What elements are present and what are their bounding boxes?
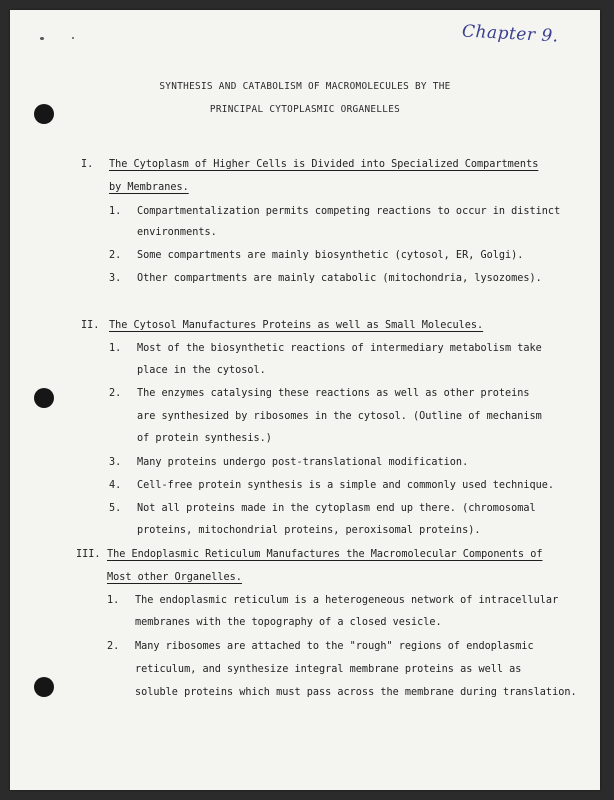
item-text: environments. <box>137 227 217 238</box>
section-heading: The Cytosol Manufactures Proteins as well as Small Molecules. <box>109 320 484 331</box>
item-number: 2. <box>109 388 122 399</box>
item-text: The enzymes catalysing these reactions as well as other proteins <box>137 388 530 399</box>
item-number: 1. <box>109 206 122 217</box>
item-text: Compartmentalization permits competing reactions to occur in distinct <box>137 206 561 217</box>
paper-speck <box>40 37 44 40</box>
title-line-2: PRINCIPAL CYTOPLASMIC ORGANELLES <box>209 104 401 115</box>
item-text: soluble proteins which must pass across the membrane during translation. <box>135 687 577 698</box>
item-number: 3. <box>109 457 122 468</box>
section-heading: Most other Organelles. <box>107 572 242 583</box>
paper-speck <box>72 37 74 39</box>
item-text: Many proteins undergo post-translational modification. <box>137 457 469 468</box>
item-text: Cell-free protein synthesis is a simple and commonly used technique. <box>137 480 555 491</box>
binder-hole-middle <box>34 388 54 408</box>
handwritten-chapter-note: Chapter 9. <box>461 21 560 47</box>
item-text: of protein synthesis.) <box>137 433 272 444</box>
title-line-1: SYNTHESIS AND CATABOLISM OF MACROMOLECULES BY THE <box>159 81 451 92</box>
item-number: 5. <box>109 503 122 514</box>
item-number: 3. <box>109 273 122 284</box>
item-text: Many ribosomes are attached to the "rough" regions of endoplasmic <box>135 641 534 652</box>
section-heading: by Membranes. <box>109 182 189 193</box>
item-text: are synthesized by ribosomes in the cytosol. (Outline of mechanism <box>137 411 542 422</box>
section-heading: The Cytoplasm of Higher Cells is Divided into Specialized Compartments <box>109 159 539 170</box>
item-text: membranes with the topography of a closed vesicle. <box>135 617 442 628</box>
item-text: The endoplasmic reticulum is a heterogeneous network of intracellular <box>135 595 559 606</box>
item-number: 2. <box>107 641 120 652</box>
section-numeral: I. <box>81 159 94 170</box>
item-number: 1. <box>107 595 120 606</box>
section-numeral: III. <box>76 549 101 560</box>
item-text: reticulum, and synthesize integral membrane proteins as well as <box>135 664 522 675</box>
item-number: 1. <box>109 343 122 354</box>
item-number: 2. <box>109 250 122 261</box>
binder-hole-bottom <box>34 677 54 697</box>
item-text: place in the cytosol. <box>137 365 266 376</box>
document-page <box>10 10 600 790</box>
item-number: 4. <box>109 480 122 491</box>
item-text: Some compartments are mainly biosynthetic (cytosol, ER, Golgi). <box>137 250 524 261</box>
item-text: Not all proteins made in the cytoplasm end up there. (chromosomal <box>137 503 536 514</box>
item-text: Other compartments are mainly catabolic (mitochondria, lysozomes). <box>137 273 542 284</box>
section-heading: The Endoplasmic Reticulum Manufactures the Macromolecular Components of <box>107 549 543 560</box>
item-text: proteins, mitochondrial proteins, peroxisomal proteins). <box>137 525 481 536</box>
section-numeral: II. <box>81 320 100 331</box>
item-text: Most of the biosynthetic reactions of intermediary metabolism take <box>137 343 542 354</box>
